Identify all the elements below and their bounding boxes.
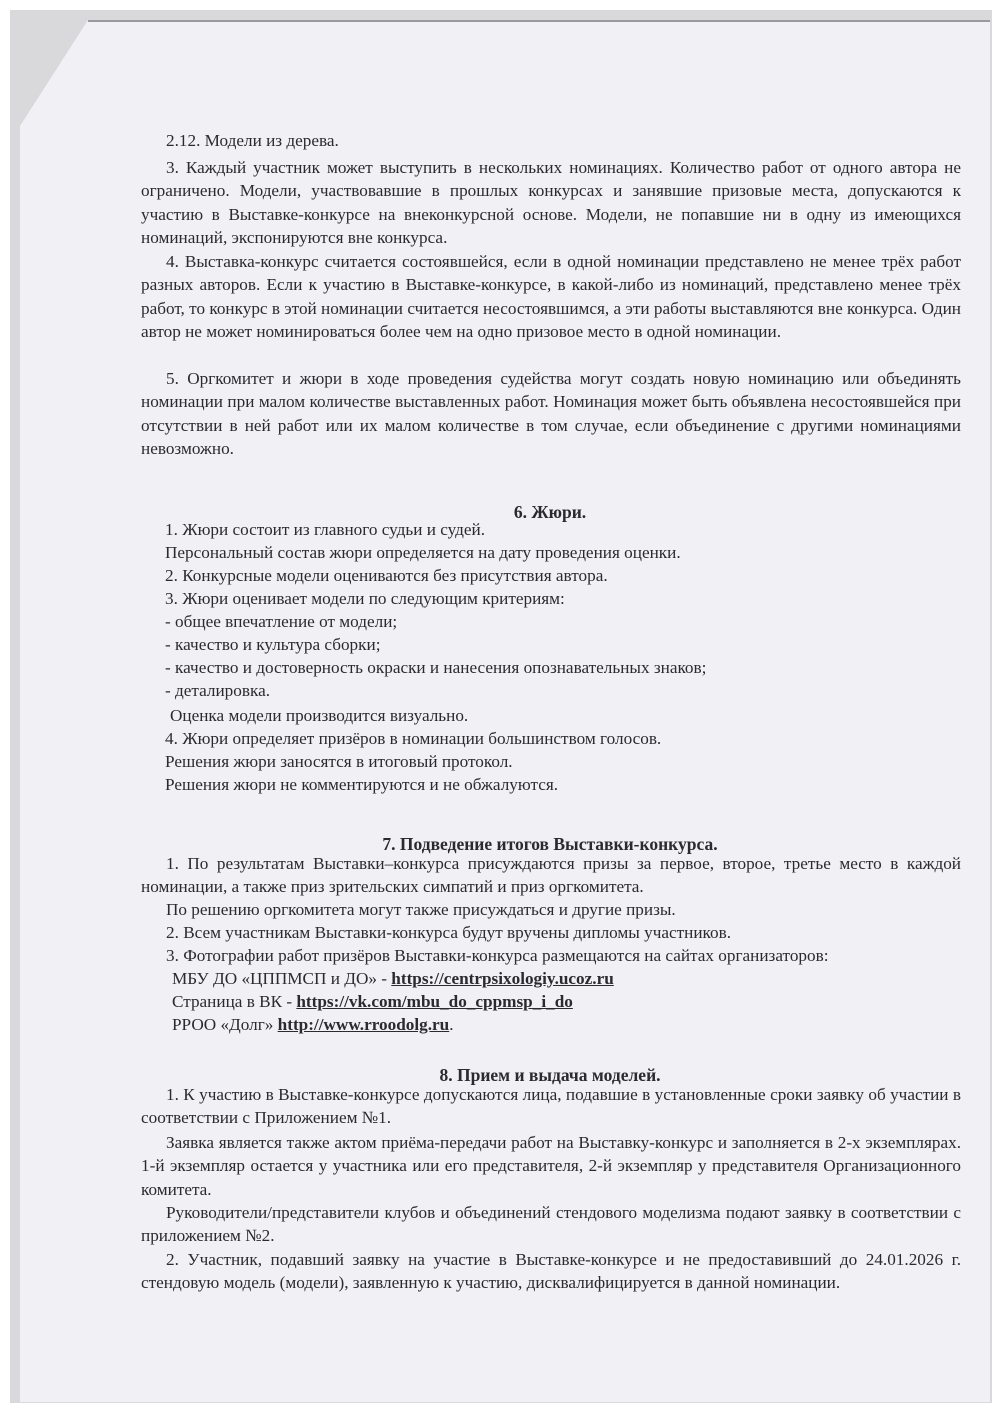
section8-item-1: 1. К участию в Выставке-конкурсе допускаются лица, подавшие в установленные сроки заявку об участии в соответствии с Приложением №1. — [141, 1085, 961, 1128]
jury-criterion: - качество и культура сборки; — [165, 635, 381, 654]
section5-item-5: 5. Оргкомитет и жюри в ходе проведения судейства могут создать новую номинацию или объединять номинации при малом количестве выставленных работ. Номинация может быть объявлена несостоявшейся при отсутствии в ней работ или их малом количестве в том случае, если объединение с другими номинациями невозможно. — [141, 369, 961, 459]
link-line-cppmsp — [172, 968, 614, 990]
link-prefix: Страница в ВК - — [172, 992, 297, 1011]
link-line-vk — [172, 991, 573, 1013]
section7-item-2: 2. Всем участникам Выставки-конкурса будут вручены дипломы участников. — [166, 923, 732, 942]
section7-item-3: 3. Фотографии работ призёров Выставки-конкурса размещаются на сайтах организаторов: — [166, 946, 829, 965]
link-suffix: . — [449, 1015, 454, 1034]
section7-item-1-note: По решению оргкомитета могут также присуждаться и другие призы. — [166, 900, 676, 919]
jury-line: 4. Жюри определяет призёров в номинации большинством голосов. — [165, 729, 662, 748]
list-item-2-12: 2.12. Модели из дерева. — [166, 131, 339, 150]
link-prefix: РРОО «Долг» — [172, 1015, 278, 1034]
jury-line: Оценка модели производится визуально. — [170, 706, 469, 725]
link-rroodolg[interactable]: http://www.rroodolg.ru — [277, 1015, 450, 1034]
section8-heading: 8. Прием и выдача моделей. — [439, 1065, 661, 1085]
jury-line: 1. Жюри состоит из главного судьи и судей. — [165, 520, 486, 539]
section7-item-1: 1. По результатам Выставки–конкурса присуждаются призы за первое, второе, третье место в каждой номинации, а также приз зрительских симпатий и приз оргкомитета. — [141, 854, 961, 897]
jury-line: Решения жюри не комментируются и не обжалуются. — [165, 775, 559, 794]
section6-heading: 6. Жюри. — [513, 502, 587, 522]
link-prefix: МБУ ДО «ЦППМСП и ДО» - — [172, 969, 392, 988]
link-centrpsixologiy[interactable]: https://centrpsixologiy.ucoz.ru — [391, 969, 614, 988]
section8-application-note: Заявка является также актом приёма-передачи работ на Выставку-конкурс и заполняется в 2-х экземплярах. 1-й экземпляр остается у участника или его представителя, 2-й экземпляр у представителя Организационного комитета. — [141, 1133, 961, 1199]
section5-item-4: 4. Выставка-конкурс считается состоявшейся, если в одной номинации представлено не менее трёх работ разных авторов. Если к участию в Выставке-конкурсе, в какой-либо из номинаций, представлено менее трёх работ, то конкурс в этой номинации считается несостоявшимся, а эти работы выставляются вне конкурса. Один автор не может номинироваться более чем на одно призовое место в одной номинации. — [141, 252, 961, 342]
link-vk-page[interactable]: https://vk.com/mbu_do_cppmsp_i_do — [296, 992, 573, 1011]
jury-line: 2. Конкурсные модели оцениваются без присутствия автора. — [165, 566, 608, 585]
link-line-rroodolg — [172, 1014, 454, 1036]
jury-line: Персональный состав жюри определяется на дату проведения оценки. — [165, 543, 681, 562]
jury-line: 3. Жюри оценивает модели по следующим критериям: — [165, 589, 565, 608]
jury-criterion: - общее впечатление от модели; — [165, 612, 398, 631]
section7-heading: 7. Подведение итогов Выставки-конкурса. — [382, 834, 718, 854]
section8-item-2: 2. Участник, подавший заявку на участие в Выставке-конкурсе и не предоставивший до 24.01.2026 г. стендовую модель (модели), заявленную к участию, дисквалифицируется в данной номинации. — [141, 1250, 961, 1293]
jury-criterion: - деталировка. — [165, 681, 270, 700]
section5-item-3: 3. Каждый участник может выступить в нескольких номинациях. Количество работ от одного автора не ограничено. Модели, участвовавшие в прошлых конкурсах и занявшие призовые места, допускаются к участию в Выставке-конкурсе на внеконкурсной основе. Модели, не попавшие ни в одну из имеющихся номинаций, экспонируются вне конкурса. — [141, 158, 961, 248]
jury-line: Решения жюри заносятся в итоговый протокол. — [165, 752, 513, 771]
section8-clubs-note: Руководители/представители клубов и объединений стендового моделизма подают заявку в соответствии с приложением №2. — [141, 1203, 961, 1246]
jury-criterion: - качество и достоверность окраски и нанесения опознавательных знаков; — [165, 658, 707, 677]
